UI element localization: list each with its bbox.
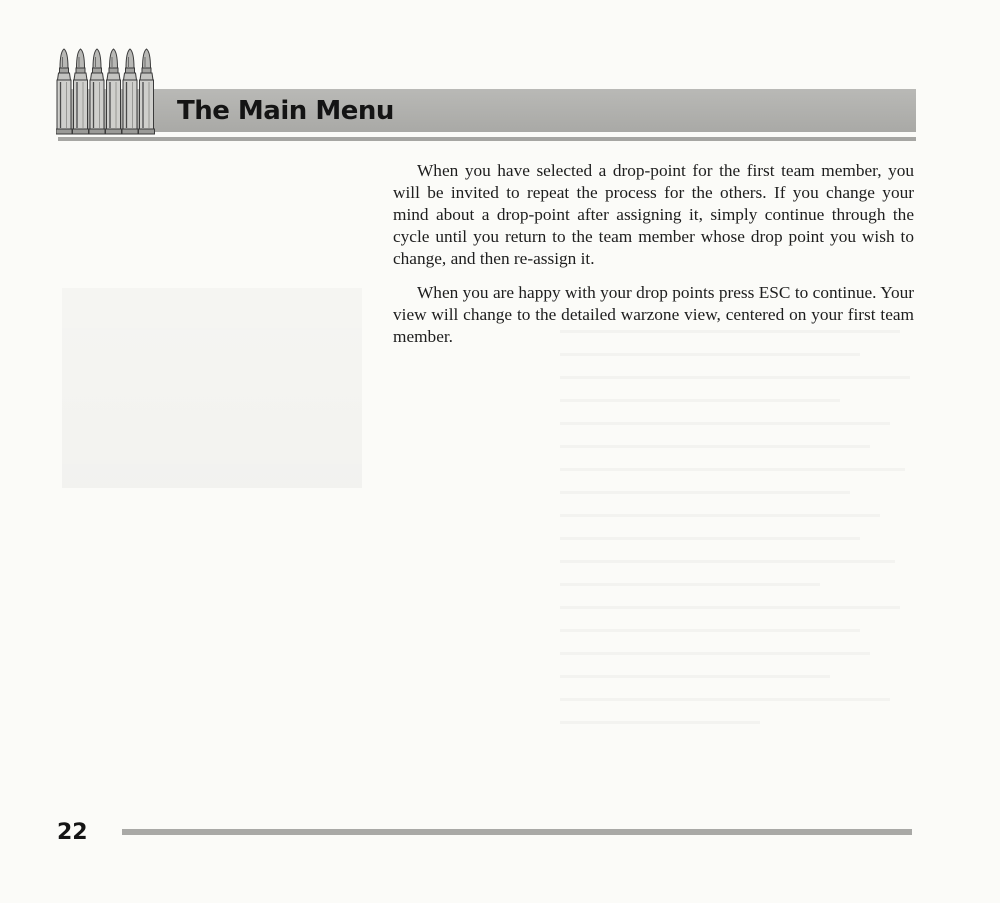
footer-rule [122,829,912,835]
paragraph: When you have selected a drop-point for the first team member, you will be invited to repeat the process for the others. If you change your mind about a drop-point after assigning it, simply continue through the cycle until you return to the team member whose drop point you wish to change, and then re-assign it. [393,161,914,268]
body-text [393,160,914,348]
show-through-shadow [62,288,362,488]
rifle-cartridges-icon [56,48,156,136]
section-title: The Main Menu [177,96,394,126]
paragraph: When you are happy with your drop points press ESC to continue. Your view will change to the detailed warzone view, centered on your first team member. [393,283,914,346]
show-through-lines [560,330,920,744]
page-number: 22 [57,820,88,845]
header-underline [58,137,916,141]
